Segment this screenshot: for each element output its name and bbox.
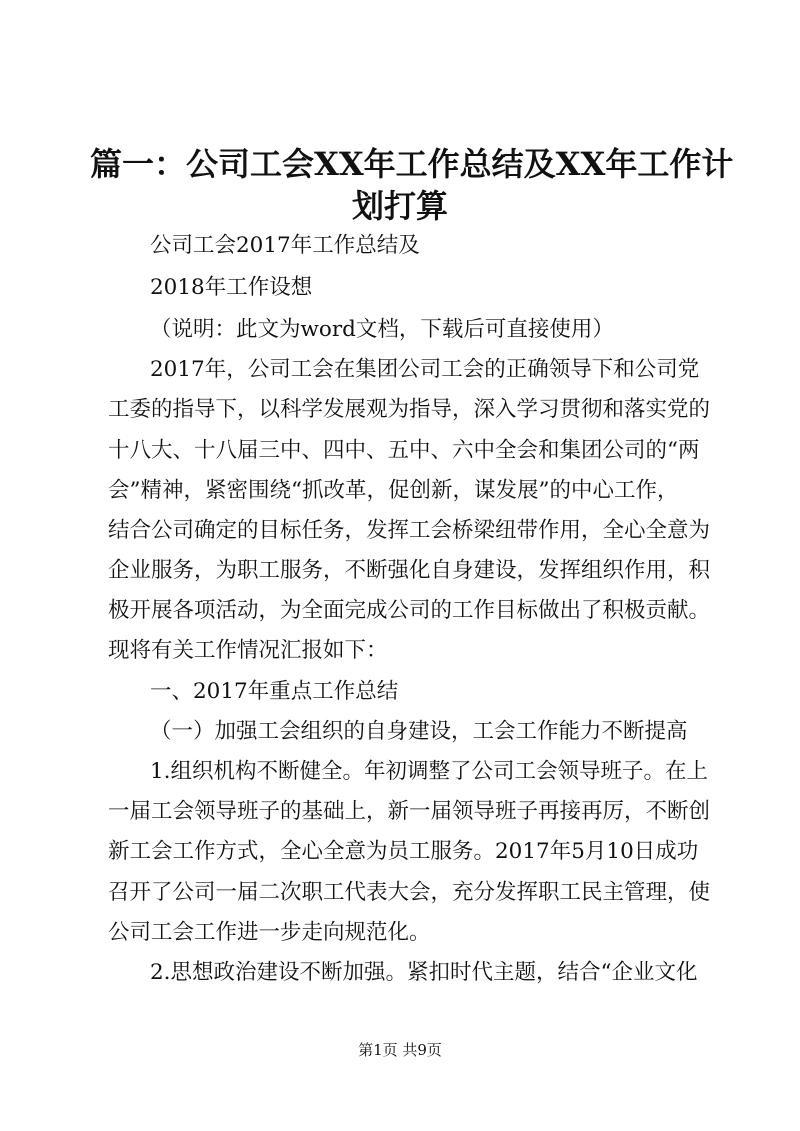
page-number-footer: 第1页 共9页 <box>358 1041 442 1059</box>
body-line: 会”精神，紧密围绕“抓改革，促创新，谋发展”的中心工作， <box>108 478 679 503</box>
body-line: 结合公司确定的目标任务，发挥工会桥梁纽带作用，全心全意为 <box>108 518 711 543</box>
body-line: 十八大、十八届三中、四中、五中、六中全会和集团公司的“两 <box>108 438 700 463</box>
subsection-heading: （一）加强工会组织的自身建设，工会工作能力不断提高 <box>150 719 688 744</box>
subtitle-line: 2018年工作设想 <box>150 275 313 300</box>
note-line: （说明：此文为word文档，下载后可直接使用） <box>150 317 614 342</box>
body-line: 新工会工作方式，全心全意为员工服务。2017年5月10日成功 <box>108 839 699 864</box>
section-heading: 一、2017年重点工作总结 <box>150 679 399 704</box>
body-line: 企业服务，为职工服务，不断强化自身建设，发挥组织作用，积 <box>108 558 711 583</box>
document-title-line-2: 划打算 <box>351 187 448 225</box>
body-line: 现将有关工作情况汇报如下： <box>108 638 388 663</box>
body-line: 2017年，公司工会在集团公司工会的正确领导下和公司党 <box>150 357 700 382</box>
body-line: 1.组织机构不断健全。年初调整了公司工会领导班子。在上 <box>150 759 709 784</box>
body-line: 工委的指导下，以科学发展观为指导，深入学习贯彻和落实党的 <box>108 397 711 422</box>
subtitle-line: 公司工会2017年工作总结及 <box>150 233 420 258</box>
body-line: 召开了公司一届二次职工代表大会，充分发挥职工民主管理，使 <box>108 880 711 905</box>
document-title-line-1: 篇一：公司工会XX年工作总结及XX年工作计 <box>90 145 734 183</box>
body-line: 公司工会工作进一步走向规范化。 <box>108 920 431 945</box>
body-line: 2.思想政治建设不断加强。紧扣时代主题，结合“企业文化 <box>150 960 698 985</box>
body-line: 一届工会领导班子的基础上，新一届领导班子再接再厉，不断创 <box>108 799 711 824</box>
body-line: 极开展各项活动，为全面完成公司的工作目标做出了积极贡献。 <box>108 598 711 623</box>
